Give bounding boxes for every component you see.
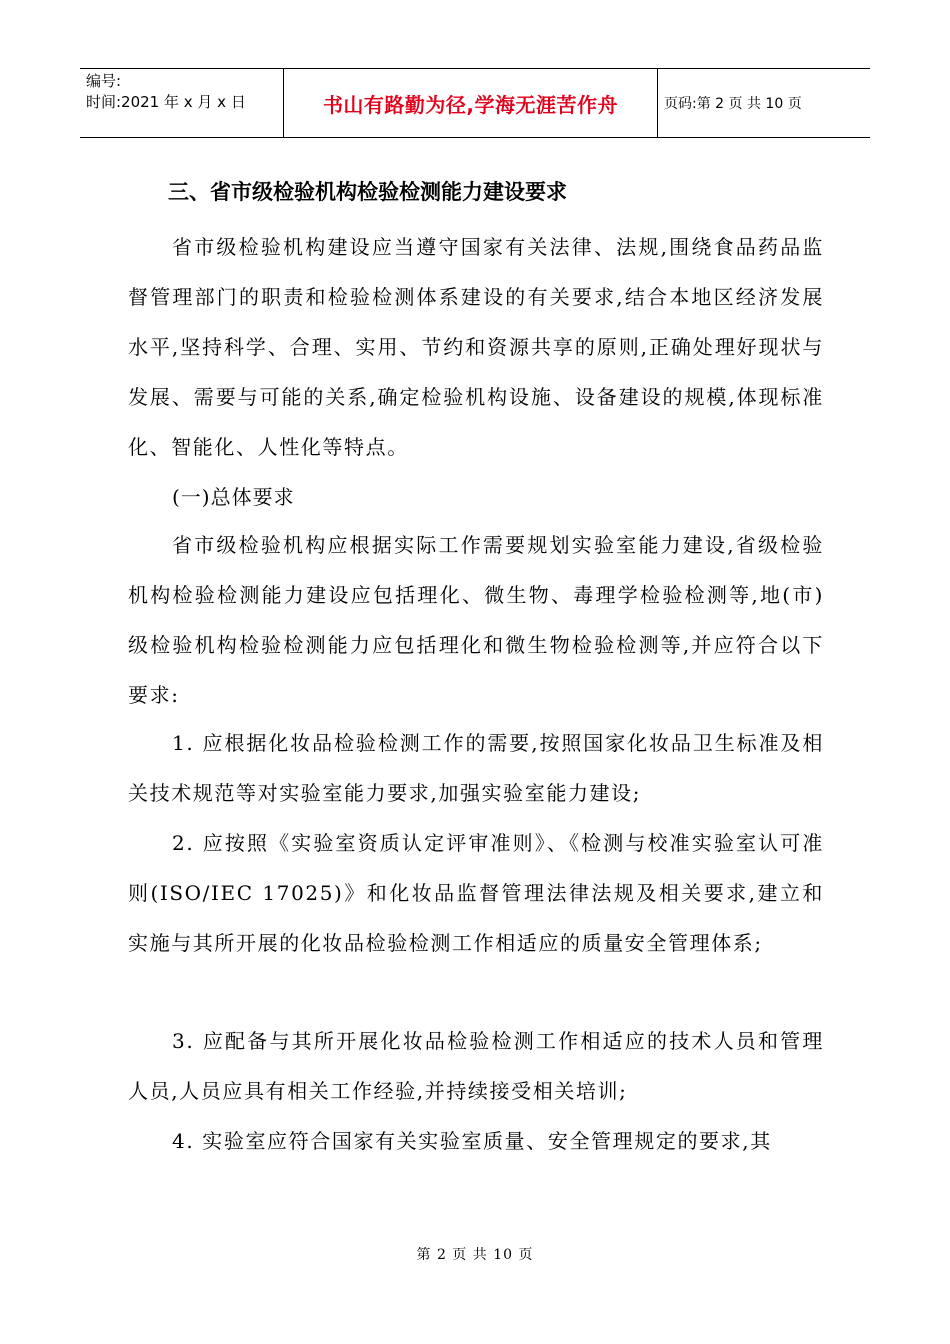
document-time: 时间:2021 年 x 月 x 日 [86,93,246,111]
header-motto: 书山有路勤为径,学海无涯苦作舟 [283,69,658,137]
subsection-title: (一)总体要求 [172,485,295,509]
paragraph: 省市级检验机构应根据实际工作需要规划实验室能力建设,省级检验机构检验检测能力建设应包括理化、微生物、毒理学检验检测等,地(市)级检验机构检验检测能力应包括理化和微生物检验检测等,并应符合以下要求: [128,533,824,707]
header-meta [80,69,283,137]
list-item: 1. 应根据化妆品检验检测工作的需要,按照国家化妆品卫生标准及相关技术规范等对实验室能力要求,加强实验室能力建设; [128,731,824,805]
paragraph: 省市级检验机构建设应当遵守国家有关法律、法规,围绕食品药品监督管理部门的职责和检验检测体系建设的有关要求,结合本地区经济发展水平,坚持科学、合理、实用、节约和资源共享的原则,正确处理好现状与发展、需要与可能的关系,确定检验机构设施、设备建设的规模,体现标准化、智能化、人性化等特点。 [128,235,824,459]
header-page-info: 页码:第 2 页 共 10 页 [664,96,802,112]
list-item: 3. 应配备与其所开展化妆品检验检测工作相适应的技术人员和管理人员,人员应具有相关工作经验,并持续接受相关培训; [128,1029,824,1103]
page-footer: 第 2 页 共 10 页 [416,1247,534,1263]
list-item: 4. 实验室应符合国家有关实验室质量、安全管理规定的要求,其 [172,1129,772,1153]
section-title: 三、省市级检验机构检验检测能力建设要求 [168,180,567,204]
page-header [80,68,870,138]
list-item: 2. 应按照《实验室资质认定评审准则》、《检测与校准实验室认可准则(ISO/IEC 17025)》和化妆品监督管理法律法规及相关要求,建立和实施与其所开展的化妆品检验检测工作相适应的质量安全管理体系; [128,831,824,955]
document-number-label: 编号: [86,72,122,90]
